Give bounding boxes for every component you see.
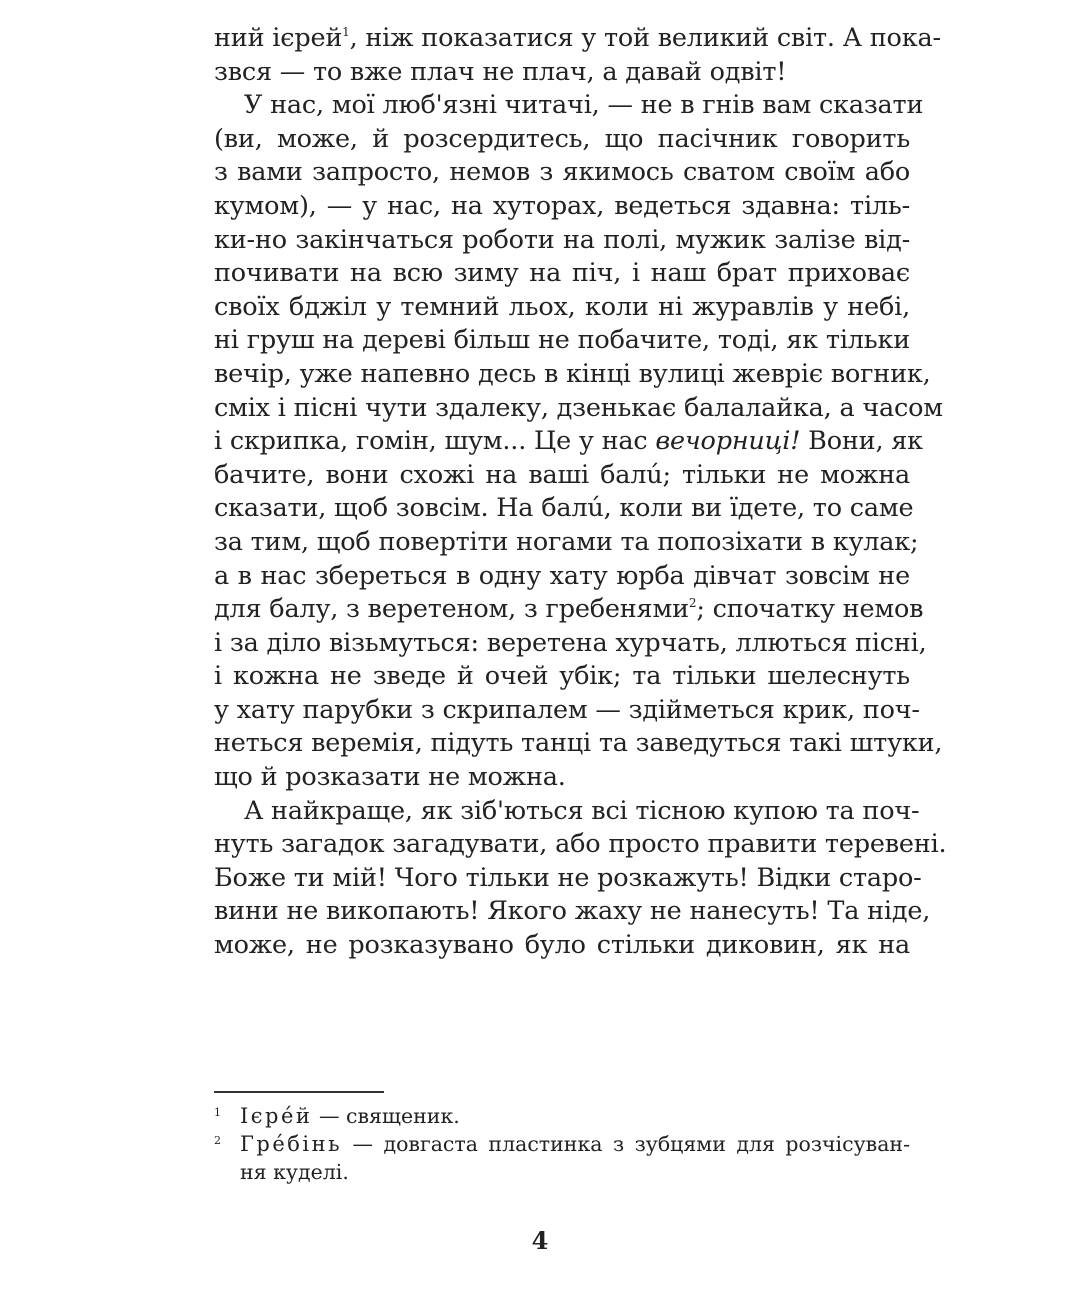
text-line: своїх бджіл у темний льох, коли ні журавлів у небі,: [214, 291, 910, 322]
text-line: звся — то вже плач не плач, а давай одвіт!: [214, 56, 787, 87]
footnotes: [214, 1102, 910, 1186]
footnote-ref[interactable]: 2: [688, 596, 697, 611]
footnote-text: — довгаста пластинка з зубцями для розчісуван-: [342, 1132, 910, 1156]
footnote-term: Ієрéй: [240, 1104, 313, 1128]
page-number: 4: [531, 1226, 549, 1255]
footnote-1: 1 Ієрéй — священик.: [214, 1104, 460, 1128]
footnote-term: Грéбінь: [240, 1132, 343, 1156]
body-text: [214, 22, 947, 963]
text-line: кумом), — у нас, на хуторах, ведеться здавна: тіль-: [214, 190, 910, 221]
text-line: нуть загадок загадувати, або просто правити теревені.: [214, 829, 947, 860]
text-line: сміх і пісні чути здалеку, дзенькає балалайка, а часом: [214, 392, 943, 423]
text-line: за тим, щоб повертіти ногами та попозіхати в кулак;: [214, 526, 919, 557]
text-line: неться веремія, підуть танці та заведуться такі штуки,: [214, 728, 943, 759]
text-line: вини не викопають! Якого жаху не нанесуть! Та ніде,: [214, 896, 931, 927]
footnote-2: 2 Грéбінь — довгаста пластинка з зубцями для розчісуван-: [214, 1132, 910, 1156]
text-line: може, не розказувано було стільки диковин, як на: [214, 930, 910, 961]
footnote-2-continuation: ня куделі.: [240, 1160, 349, 1184]
text-line: Боже ти мій! Чого тільки не розкажуть! Відки старо-: [214, 862, 922, 893]
text-line: для балу, з веретеном, з гребенями$^2$; спочатку немов: [214, 594, 924, 625]
italic-term: вечорниці!: [655, 426, 801, 457]
text-line: ні груш на дереві більш не побачите, тоді, як тільки: [214, 325, 910, 356]
paragraph-start: А найкраще, як зіб'ються всі тісною купою та поч-: [244, 795, 920, 826]
text-line: у хату парубки з скрипалем — здійметься крик, поч-: [214, 694, 920, 725]
text-line: і скрипка, гомін, шум... Це у нас вечорниці! Вони, як: [214, 426, 923, 457]
text-line: бачите, вони схожі на ваші балú; тільки не можна: [214, 459, 910, 490]
text-line: з вами запросто, немов з якимось сватом своїм або: [214, 157, 910, 188]
text-line: ки-но закінчаться роботи на полі, мужик залізе від-: [214, 224, 910, 255]
footnote-divider: [214, 1091, 384, 1093]
text-line: сказати, щоб зовсім. На балú, коли ви їдете, то саме: [214, 493, 914, 524]
text-line: почивати на всю зиму на піч, і наш брат приховає: [214, 258, 910, 289]
footnote-ref[interactable]: 1: [342, 25, 350, 39]
text-line: і за діло візьмуться: веретена хурчать, ллються пісні,: [214, 627, 927, 658]
text-line: а в нас збереться в одну хату юрба дівчат зовсім не: [214, 560, 910, 591]
text-line: ний ієрей$^1$, ніж показатися у той великий світ. А пока-: [214, 23, 941, 53]
text-line: і кожна не зведе й очей убік; та тільки шелеснуть: [214, 661, 910, 692]
text-line: (ви, може, й розсердитесь, що пасічник говорить: [214, 123, 910, 154]
text-line: вечір, уже напевно десь в кінці вулиці жевріє вогник,: [214, 358, 931, 389]
paragraph-start: У нас, мої люб'язні читачі, — не в гнів вам сказати: [244, 90, 924, 121]
text-line: що й розказати не можна.: [214, 762, 566, 793]
footnote-text: — священик.: [312, 1104, 460, 1128]
